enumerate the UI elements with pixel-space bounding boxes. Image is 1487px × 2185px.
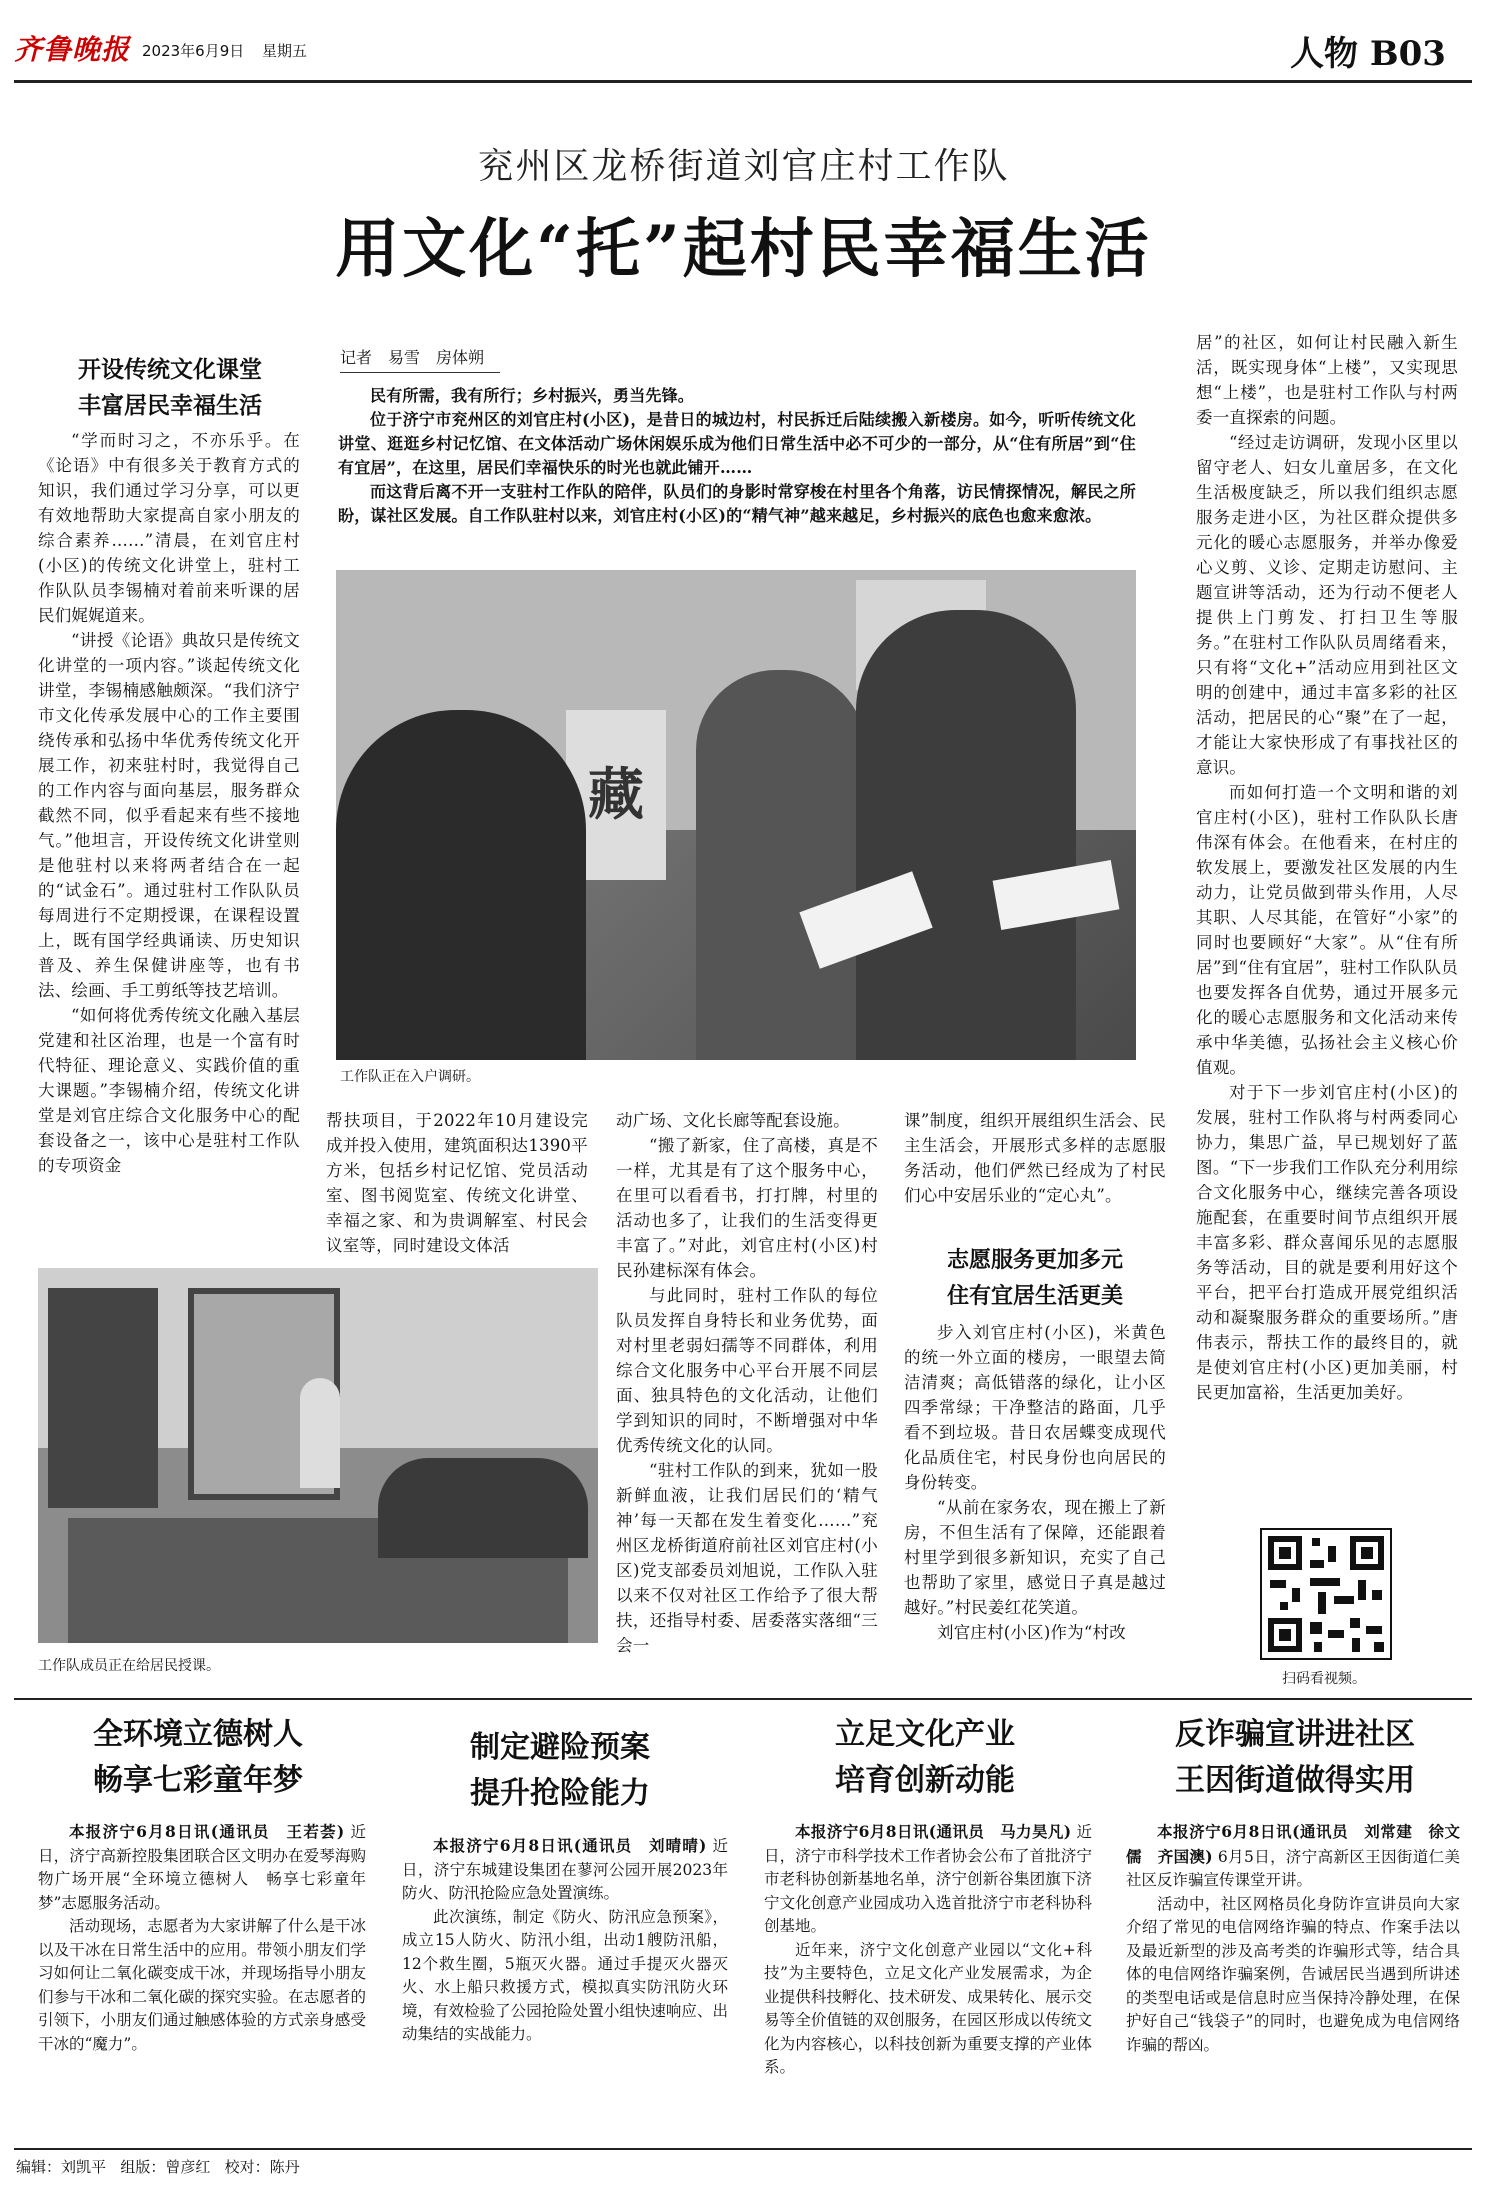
intro-paragraph: 而这背后离不开一支驻村工作队的陪伴，队员们的身影时常穿梭在村里各个角落，访民情探情况，解民之所盼，谋社区发展。自工作队驻村以来，刘官庄村(小区)的“精气神”越来越足，乡村振兴的底色也愈来愈浓。 [338, 482, 1136, 525]
footer-layout: 组版：曾彦红 [120, 2158, 211, 2176]
paragraph: “驻村工作队的到来，犹如一股新鲜血液，让我们居民们的‘精气神’每一天都在发生着变化……”兖州区龙桥街道府前社区刘官庄村(小区)党支部委员刘旭说，工作队入驻以来不仅对社区工作给予了很大帮扶，还指导村委、居委落实落细“三会一 [616, 1461, 878, 1655]
column-4b [904, 1320, 1166, 1686]
briefs-divider [14, 1698, 1472, 1700]
masthead-rule [14, 80, 1472, 83]
brief-1-body [38, 1820, 366, 2138]
brief-title-line: 反诈骗宣讲进社区 [1175, 1717, 1415, 1752]
brief-1-title [38, 1712, 358, 1804]
paragraph [764, 1820, 1092, 1939]
byline: 记者 易雪 房体朔 [340, 345, 500, 373]
brief-title-line: 培育创新动能 [835, 1763, 1015, 1798]
paragraph: 刘官庄村(小区)作为“村改 [937, 1623, 1126, 1642]
paragraph: 活动中，社区网格员化身防诈宣讲员向大家介绍了常见的电信网络诈骗的特点、作案手法以及最近新型的涉及高考类的诈骗形式等，结合具体的电信网络诈骗案例，告诫居民当遇到所讲述的类型电话或是信息时应当保持冷静处理，在保护好自己“钱袋子”的同时，也避免成为电信网络诈骗的帮凶。 [1126, 1894, 1460, 2054]
subhead-1-line1: 开设传统文化课堂 [78, 356, 262, 383]
column-5 [1196, 330, 1458, 1528]
page-number: B03 [1369, 34, 1446, 74]
qr-code-icon [1262, 1530, 1390, 1658]
brief-4 [1120, 1712, 1470, 1804]
paragraph: “讲授《论语》典故只是传统文化讲堂的一项内容。”谈起传统文化讲堂，李锡楠感触颇深。“我们济宁市文化传承发展中心的工作主要围绕传承和弘扬中华优秀传统文化开展工作，初来驻村时，我觉得自己的工作内容与面向基层，服务群众截然不同，似乎看起来有些不接地气。”他坦言，开设传统文化讲堂则是他驻村以来将两者结合在一起的“试金石”。通过驻村工作队队员每周进行不定期授课，在课程设置上，既有国学经典诵读、历史知识普及、养生保健讲座等，也有书法、绘画、手工剪纸等技艺培训。 [38, 631, 300, 1000]
article-kicker: 兖州区龙桥街道刘官庄村工作队 [477, 146, 1010, 187]
photo-sign: 藏 [566, 710, 666, 880]
photo-classroom [38, 1268, 598, 1643]
subhead-1-line2: 丰富居民幸福生活 [78, 392, 262, 419]
photo-person-right [856, 610, 1076, 1060]
paragraph [1126, 1820, 1460, 1893]
intro-block [338, 384, 1136, 560]
brief-lead: 本报济宁6月8日讯(通讯员 刘晴晴) [433, 1836, 707, 1855]
brief-3 [760, 1712, 1090, 1804]
brief-4-title [1120, 1712, 1470, 1804]
brief-lead: 本报济宁6月8日讯(通讯员 王若荟) [69, 1822, 345, 1841]
brief-4-body [1126, 1820, 1460, 2138]
paragraph: 居”的社区，如何让村民融入新生活，既实现身体“上楼”，又实现思想“上楼”，也是驻村工作队与村两委一直探索的问题。 [1196, 333, 1458, 427]
qr-code[interactable] [1260, 1528, 1392, 1660]
column-3 [616, 1108, 878, 1686]
photo-person-middle [696, 670, 866, 1060]
brief-title-line: 畅享七彩童年梦 [93, 1763, 303, 1798]
photo-window [48, 1288, 158, 1508]
footer-credits [16, 2156, 300, 2177]
article-title: 用文化“托”起村民幸福生活 [335, 212, 1152, 287]
section-label [1290, 26, 1446, 75]
paragraph: 对于下一步刘官庄村(小区)的发展，驻村工作队将与村两委同心协力，集思广益，早已规划好了蓝图。“下一步我们工作队充分利用综合文化服务中心，继续完善各项设施配套，在重要时间节点组织开展丰富多彩、群众喜闻乐见的志愿服务等活动，目的就是要利用好这个平台，把平台打造成开展党组织活动和凝聚服务群众的重要场所。”唐伟表示，帮扶工作的最终目的，就是使刘官庄村(小区)更加美丽，村民更加富裕，生活更加美好。 [1196, 1083, 1458, 1402]
photo-caption-2: 工作队成员正在给居民授课。 [38, 1658, 220, 1674]
footer-proof: 校对：陈丹 [224, 2158, 300, 2176]
brief-2 [400, 1725, 720, 1817]
paragraph: 近年来，济宁文化创意产业园以“文化+科技”为主要特色，立足文化产业发展需求，为企业提供科技孵化、技术研发、成果转化、展示交易等全价值链的双创服务，在园区形成以传统文化为内容核心，以科技创新为重要支撑的产业体系。 [764, 1940, 1092, 2076]
issue-date: 2023年6月9日 [142, 42, 245, 60]
brief-lead: 本报济宁6月8日讯(通讯员 马力昊凡) [795, 1822, 1072, 1841]
footer-rule [14, 2148, 1472, 2150]
paragraph: “学而时习之，不亦乐乎。在《论语》中有很多关于教育方式的知识，我们通过学习分享，可以更有效地帮助大家提高自家小朋友的综合素养……”清晨，在刘官庄村(小区)的传统文化讲堂上，驻村工作队队员李锡楠对着前来听课的居民们娓娓道来。 [38, 431, 300, 625]
footer-editor: 编辑：刘凯平 [16, 2158, 107, 2176]
brief-2-body [402, 1834, 728, 2138]
brief-3-body [764, 1820, 1092, 2138]
paragraph [402, 1834, 728, 1906]
brief-lead: 本报济宁6月8日讯(通讯员 刘常建 徐文儒 齐国澳) [1126, 1822, 1460, 1866]
intro-paragraph: 民有所需，我有所行；乡村振兴，勇当先锋。 [370, 386, 695, 405]
brief-text: 6月5日，济宁高新区王因街道仁美社区反诈骗宣传课堂开讲。 [1126, 1847, 1460, 1889]
brief-1 [38, 1712, 358, 1804]
brief-title-line: 王因街道做得实用 [1175, 1763, 1415, 1798]
paragraph: “经过走访调研，发现小区里以留守老人、妇女儿童居多，在文化生活极度缺乏，所以我们组织志愿服务走进小区，为社区群众提供多元化的暖心志愿服务，并举办像爱心义剪、义诊、定期走访慰问、主题宣讲等活动，还为行动不便老人提供上门剪发、打扫卫生等服务。”在驻村工作队队员周绪看来，只有将“文化+”活动应用到社区文明的创建中，通过丰富多彩的社区活动，把居民的心“聚”在了一起，才能让大家快形成了有事找社区的意识。 [1196, 433, 1458, 777]
brief-title-line: 制定避险预案 [470, 1730, 650, 1765]
brief-text: 近日，济宁高新控股集团联合区文明办在爱琴海购物广场开展“全环境立德树人 畅享七彩童年梦”志愿服务活动。 [38, 1823, 366, 1912]
paragraph: “搬了新家，住了高楼，真是不一样，尤其是有了这个服务中心，在里可以看看书，打打牌，村里的活动也多了，让我们的生活变得更丰富了。”对此，刘官庄村(小区)村民孙建标深有体会。 [616, 1136, 878, 1280]
intro-paragraph: 位于济宁市兖州区的刘官庄村(小区)，是昔日的城边村，村民拆迁后陆续搬入新楼房。如今，听听传统文化讲堂、逛逛乡村记忆馆、在文体活动广场休闲娱乐成为他们日常生活中必不可少的一部分，从“住有所居”到“住有宜居”，在这里，居民们幸福快乐的时光也就此铺开…… [338, 410, 1136, 477]
newspaper-logo: 齐鲁晚报 [14, 33, 131, 66]
photo-teacher [300, 1378, 340, 1488]
photo-survey [336, 570, 1136, 1060]
paragraph: 与此同时，驻村工作队的每位队员发挥自身特长和业务优势，面对村里老弱妇孺等不同群体，利用综合文化服务中心平台开展不同层面、独具特色的文化活动，让他们学到知识的同时，不断增强对中华优秀传统文化的认同。 [616, 1286, 878, 1455]
brief-title-line: 全环境立德树人 [93, 1717, 303, 1752]
paragraph: 动广场、文化长廊等配套设施。 [616, 1111, 850, 1130]
paragraph [38, 1820, 366, 1915]
paragraph: 课”制度，组织开展组织生活会、民主生活会，开展形式多样的志愿服务活动，他们俨然已经成为了村民们心中安居乐业的“定心丸”。 [904, 1111, 1166, 1205]
paragraph: 此次演练，制定《防火、防汛应急预案》，成立15人防火、防汛小组，出动1艘防汛船，12个救生圈，5瓶灭火器。通过手提灭火器灭火、水上船只救援方式，模拟真实防汛防火环境，有效检验了公园抢险处置小组快速响应、出动集结的实战能力。 [402, 1907, 728, 2043]
issue-weekday: 星期五 [262, 42, 308, 60]
paragraph: “从前在家务农，现在搬上了新房，不但生活有了保障，还能跟着村里学到很多新知识，充实了自己也帮助了家里，感觉日子真是越过越好。”村民姜红花笑道。 [904, 1498, 1166, 1617]
column-4a [904, 1108, 1166, 1238]
paragraph: “如何将优秀传统文化融入基层党建和社区治理，也是一个富有时代特征、理论意义、实践价值的重大课题。”李锡楠介绍，传统文化讲堂是刘官庄综合文化服务中心的配套设备之一，该中心是驻村工作队的专项资金 [38, 1006, 300, 1175]
subhead-1 [40, 352, 300, 424]
brief-title-line: 提升抢险能力 [470, 1776, 650, 1811]
subhead-2-line1: 志愿服务更加多元 [946, 1247, 1123, 1273]
paragraph: 步入刘官庄村(小区)，米黄色的统一外立面的楼房，一眼望去简洁清爽；高低错落的绿化，让小区四季常绿；干净整洁的路面，几乎看不到垃圾。昔日农居蝶变成现代化品质住宅，村民身份也向居民的身份转变。 [904, 1323, 1166, 1492]
subhead-2-line2: 住有宜居生活更美 [946, 1283, 1123, 1309]
section-name: 人物 [1290, 34, 1358, 74]
subhead-2 [904, 1242, 1166, 1314]
photo-caption-1: 工作队正在入户调研。 [340, 1069, 480, 1085]
brief-title-line: 立足文化产业 [835, 1717, 1015, 1752]
column-2 [326, 1108, 588, 1258]
brief-text: 近日，济宁市科学技术工作者协会公布了首批济宁市老科协创新基地名单，济宁创新谷集团旗下济宁文化创意产业园成功入选首批济宁市老科协科创基地。 [764, 1823, 1092, 1935]
column-1 [38, 428, 300, 1240]
photo-person-left [336, 710, 586, 1060]
photo-students [378, 1458, 588, 1558]
brief-2-title [400, 1725, 720, 1817]
brief-3-title [760, 1712, 1090, 1804]
paragraph: 帮扶项目，于2022年10月建设完成并投入使用，建筑面积达1390平方米，包括乡村记忆馆、党员活动室、图书阅览室、传统文化讲堂、幸福之家、和为贵调解室、村民会议室等，同时建设文体活 [326, 1111, 588, 1255]
qr-caption: 扫码看视频。 [1282, 1671, 1366, 1687]
paragraph: 而如何打造一个文明和谐的刘官庄村(小区)，驻村工作队队长唐伟深有体会。在他看来，在村庄的软发展上，要激发社区发展的内生动力，让党员做到带头作用，人尽其职、人尽其能，在管好“小家”的同时也要顾好“大家”。从“住有所居”到“住有宜居”，驻村工作队队员也要发挥各自优势，通过开展多元化的暖心志愿服务和文化活动来传承中华美德，弘扬社会主义核心价值观。 [1196, 783, 1458, 1077]
paragraph: 活动现场，志愿者为大家讲解了什么是干冰以及干冰在日常生活中的应用。带领小朋友们学习如何让二氧化碳变成干冰，并现场指导小朋友们参与干冰和二氧化碳的探究实验。在志愿者的引领下，小朋友们通过触感体验的方式亲身感受干冰的“魔力”。 [38, 1917, 366, 2053]
brief-text: 近日，济宁东城建设集团在蓼河公园开展2023年防火、防汛抢险应急处置演练。 [402, 1837, 728, 1902]
